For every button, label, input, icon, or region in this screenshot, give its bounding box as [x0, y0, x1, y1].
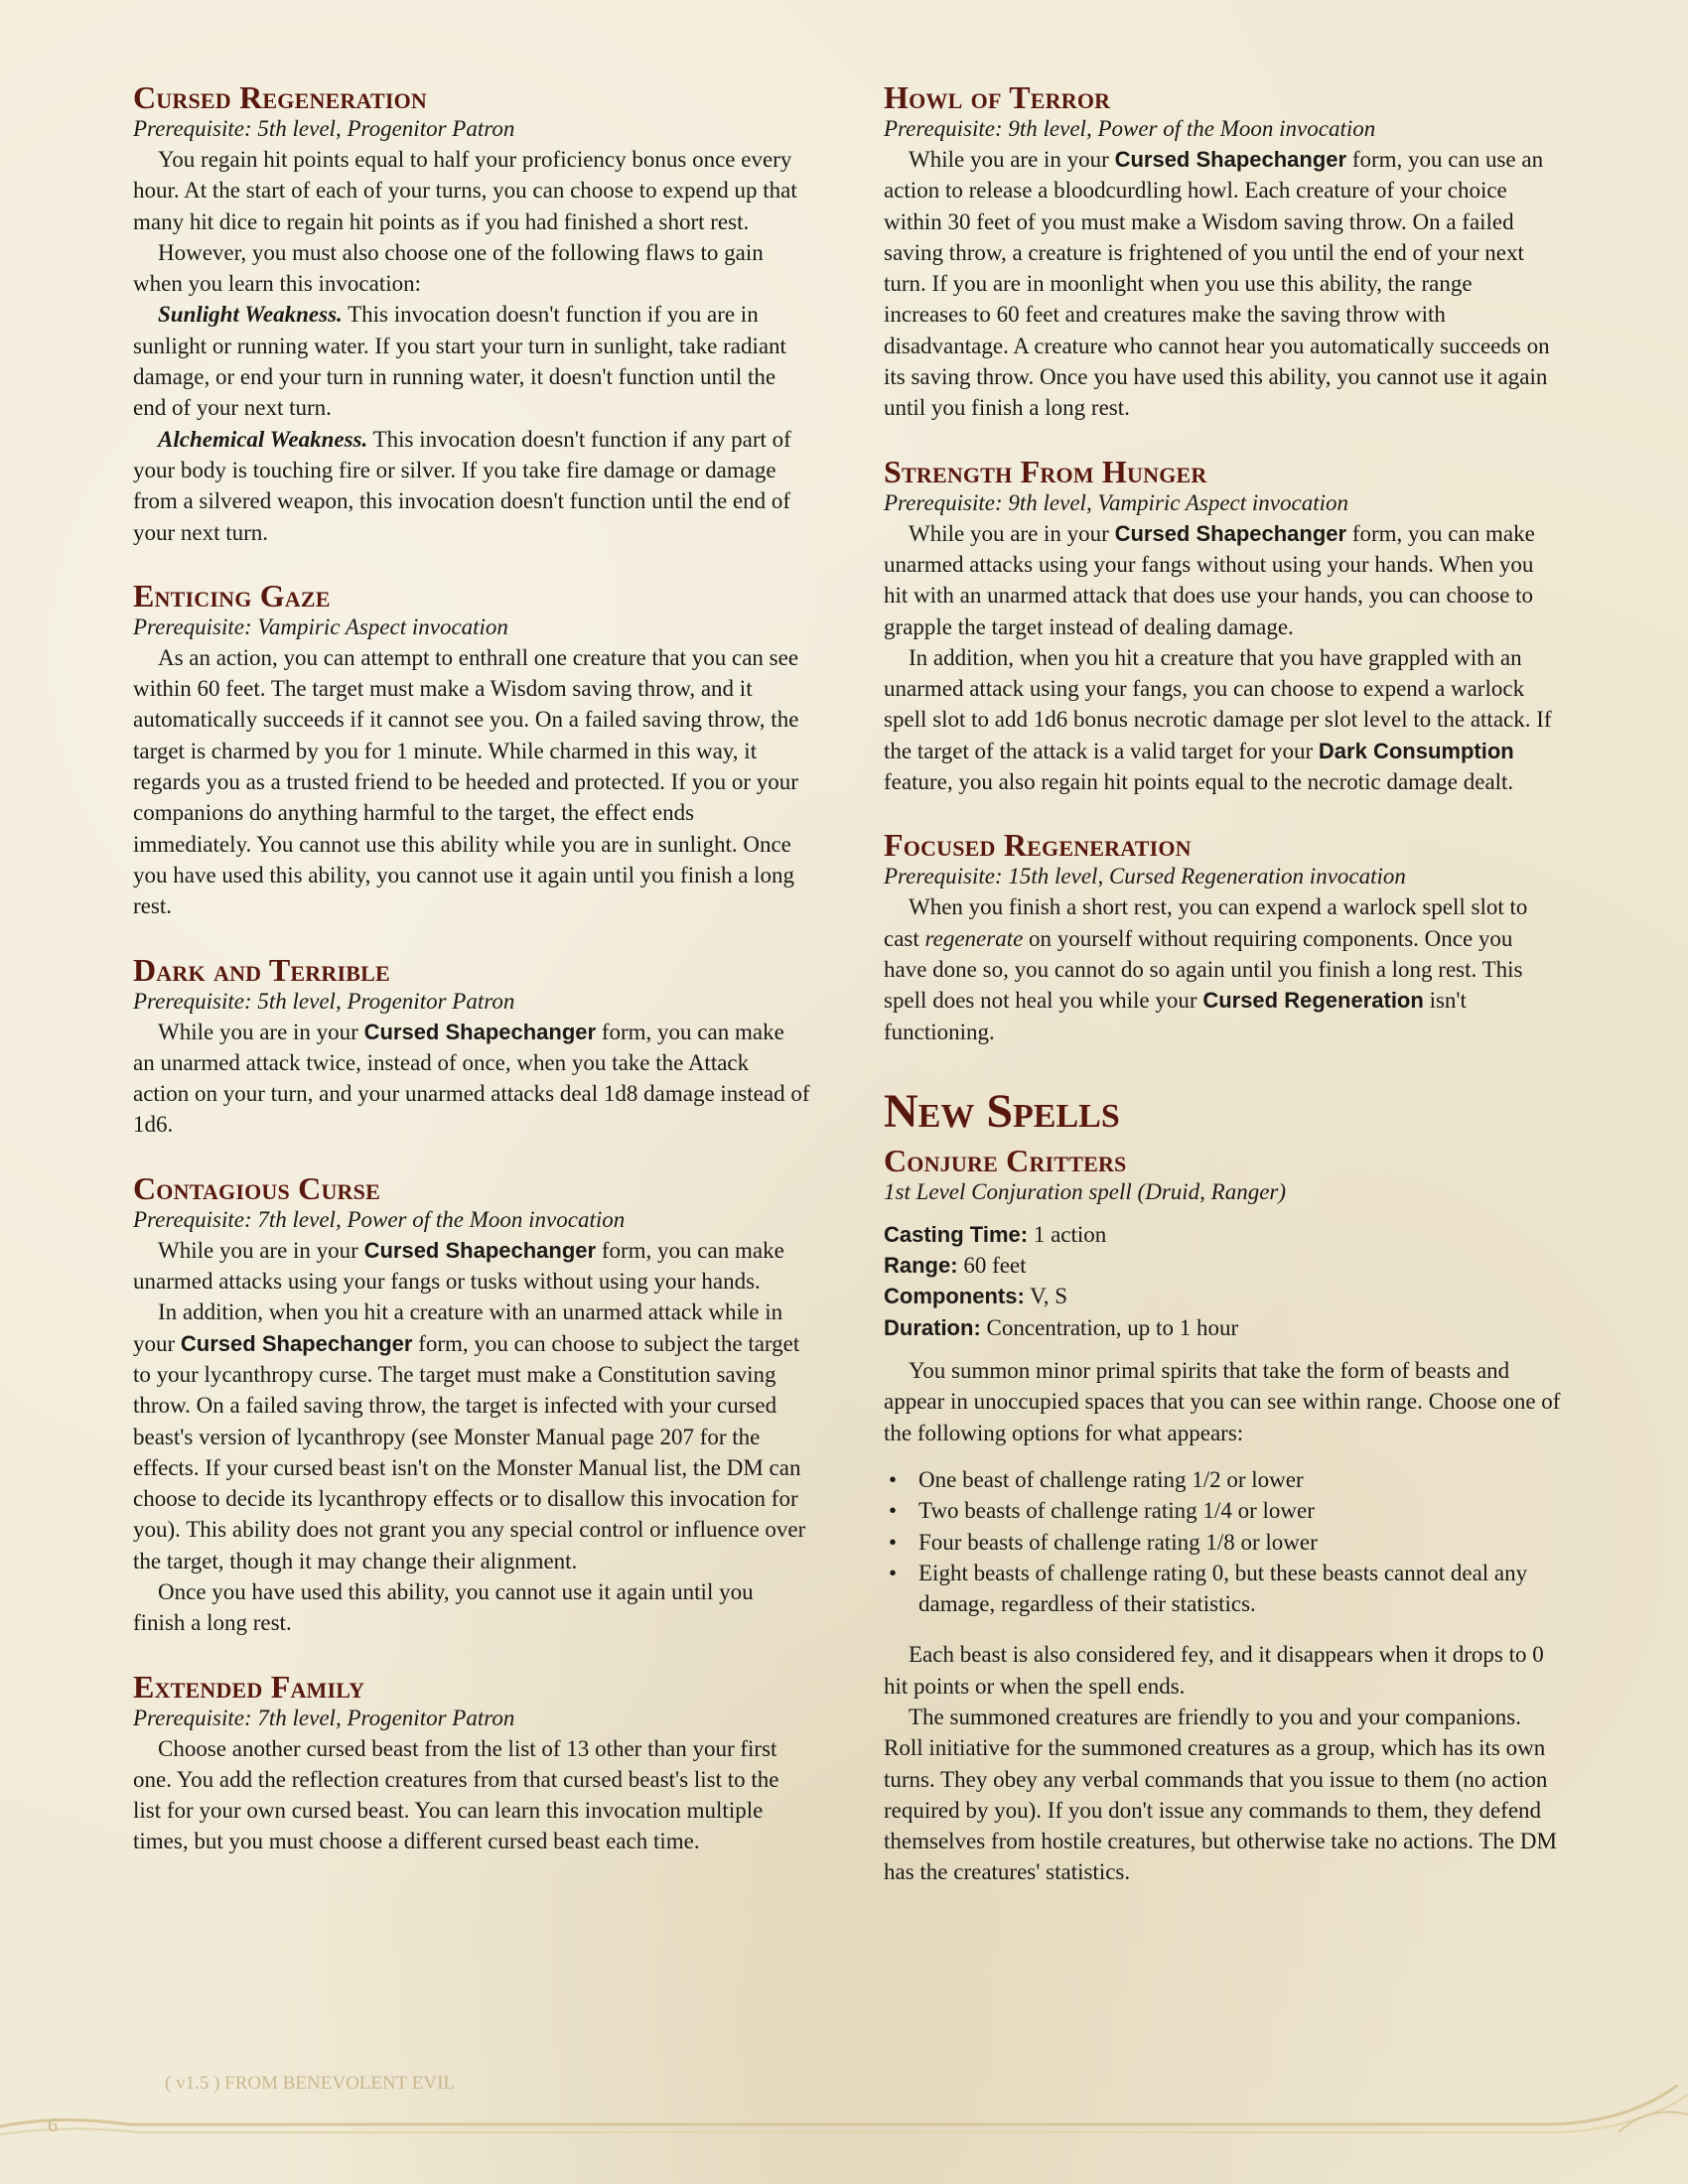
section-heading: Extended Family — [133, 1668, 365, 1705]
text-run: When you finish a short rest, you can expend a warlock spell slot to cast — [884, 894, 1528, 951]
howl-of-terror-section — [884, 79, 1561, 424]
contagious-curse-section — [133, 1170, 810, 1639]
text-run: While you are in your — [909, 147, 1115, 172]
paragraph: However, you must also choose one of the following flaws to gain when you learn this invocation: — [133, 239, 764, 297]
stat-value: 1 action — [1028, 1221, 1107, 1247]
page-number: 6 — [48, 2115, 58, 2136]
text-run: form, you can choose to subject the target to your lycanthropy curse. The target must make a Constitution saving throw. On a failed saving throw, the target is infected with your cursed beast's version of lycanthropy (see Monster Manual page 207 for the effects. If your cursed beast isn't on the Monster Manual list, the DM can choose to decide its lycanthropy effects or to disallow this invocation for you). This ability does not grant you any special control or influence over the target, though it may change their alignment. — [133, 1330, 806, 1573]
enticing-gaze-section — [133, 578, 810, 922]
paragraph — [884, 518, 1561, 642]
bold-term: Cursed Shapechanger — [180, 1330, 413, 1356]
options-list — [884, 1464, 1561, 1619]
text-run: While you are in your — [158, 1237, 364, 1263]
dark-and-terrible-section — [133, 952, 810, 1141]
duration-row — [884, 1312, 1561, 1343]
flaw-label: Alchemical Weakness. — [158, 426, 368, 452]
text-run: While you are in your — [158, 1019, 364, 1044]
casting-time-row — [884, 1219, 1561, 1250]
text-run: While you are in your — [909, 520, 1115, 546]
bold-term: Cursed Regeneration — [1202, 988, 1424, 1014]
stat-label: Range: — [884, 1253, 958, 1279]
section-heading: Strength From Hunger — [884, 453, 1207, 489]
section-heading: Dark and Terrible — [133, 951, 390, 988]
left-column — [133, 79, 810, 1887]
spell-heading: Conjure Critters — [884, 1142, 1127, 1178]
section-heading: Focused Regeneration — [884, 827, 1192, 864]
stat-value: V, S — [1024, 1284, 1068, 1309]
paragraph — [884, 642, 1561, 797]
conjure-critters-section — [884, 1143, 1561, 1888]
prerequisite: Prerequisite: 7th level, Power of the Moon invocation — [133, 1206, 626, 1232]
cursed-regeneration-section — [133, 79, 810, 548]
flaw-text: This invocation doesn't function if any part of your body is touching fire or silver. If you take fire damage or damage from a silvered weapon, this invocation doesn't function until the end of your next turn. — [133, 426, 791, 545]
section-heading: Contagious Curse — [133, 1169, 380, 1206]
range-row — [884, 1250, 1561, 1281]
paragraph: Once you have used this ability, you cannot use it again until you finish a long rest. — [133, 1578, 754, 1636]
paragraph — [884, 891, 1561, 1046]
section-heading: Cursed Regeneration — [133, 79, 427, 115]
paragraph: You summon minor primal spirits that take the form of beasts and appear in unoccupied spaces that you can see within range. Choose one of the following options for what appears: — [884, 1358, 1561, 1445]
paragraph — [133, 1297, 810, 1576]
paragraph: Choose another cursed beast from the list of 13 other than your first one. You add the reflection creatures from that cursed beast's list to the list for your own cursed beast. You can learn this invocation multiple times, but you must choose a different cursed beast each time. — [133, 1735, 779, 1854]
flaw-label: Sunlight Weakness. — [158, 302, 343, 328]
stat-label: Casting Time: — [884, 1221, 1029, 1247]
components-row — [884, 1281, 1561, 1311]
bold-term: Cursed Shapechanger — [1114, 147, 1347, 172]
bold-term: Cursed Shapechanger — [363, 1019, 597, 1044]
paragraph — [133, 1017, 810, 1141]
extended-family-section — [133, 1669, 810, 1857]
text-run: In addition, when you hit a creature with an unarmed attack while in your — [133, 1299, 783, 1356]
prerequisite: Prerequisite: 5th level, Progenitor Patron — [133, 116, 515, 141]
paragraph — [133, 424, 810, 548]
text-run: form, you can use an action to release a bloodcurdling howl. Each creature of your choice within 30 feet of you must make a Wisdom saving throw. On a failed saving throw, a creature is frightened of you until the end of your next turn. If you are in moonlight when you use this ability, the range increases to 60 feet and creatures make the saving throw with disadvantage. A creature who cannot hear you automatically succeeds on its saving throw. Once you have used this ability, you cannot use it again until you finish a long rest. — [884, 147, 1550, 421]
spell-name: regenerate — [924, 925, 1024, 951]
prerequisite: Prerequisite: 9th level, Vampiric Aspect invocation — [884, 489, 1348, 515]
paragraph: The summoned creatures are friendly to you and your companions. Roll initiative for the summoned creatures as a group, which has its own turns. They obey any verbal commands that you issue to them (no action required by you). If you don't issue any commands to them, they defend themselves from hostile creatures, but otherwise take no actions. The DM has the creatures' statistics. — [884, 1704, 1557, 1885]
paragraph: As an action, you can attempt to enthrall one creature that you can see within 60 feet. The target must make a Wisdom saving throw, and it automatically succeeds if it cannot see you. On a failed saving throw, the target is charmed by you for 1 minute. While charmed in this way, it regards you as a trusted friend to be heeded and protected. If you or your companions do anything harmful to the target, the effect ends immediately. You cannot use this ability while you are in sunlight. Once you have used this ability, you cannot use it again until you finish a long rest. — [133, 644, 799, 919]
prerequisite: Prerequisite: 9th level, Power of the Moon invocation — [884, 116, 1376, 141]
bold-term: Cursed Shapechanger — [363, 1237, 597, 1263]
spell-subtitle: 1st Level Conjuration spell (Druid, Ranger) — [884, 1178, 1287, 1204]
right-column — [884, 79, 1561, 1888]
paragraph — [884, 144, 1561, 424]
text-run: form, you can make an unarmed attack twice, instead of once, when you take the Attack action on your turn, and your unarmed attacks deal 1d8 damage instead of 1d6. — [133, 1019, 810, 1138]
footer-note: ( v1.5 ) FROM BENEVOLENT EVIL — [165, 2073, 456, 2094]
list-item: • Eight beasts of challenge rating 0, but these beasts cannot deal any damage, regardless of their statistics. — [918, 1558, 1561, 1620]
paragraph — [133, 299, 810, 423]
prerequisite: Prerequisite: Vampiric Aspect invocation — [133, 614, 508, 639]
prerequisite: Prerequisite: 15th level, Cursed Regeneration invocation — [884, 864, 1406, 889]
text-run: feature, you also regain hit points equal to the necrotic damage dealt. — [884, 769, 1514, 795]
prerequisite: Prerequisite: 5th level, Progenitor Patron — [133, 988, 515, 1014]
paragraph: Each beast is also considered fey, and it disappears when it drops to 0 hit points or when the spell ends. — [884, 1642, 1544, 1699]
stat-value: Concentration, up to 1 hour — [980, 1314, 1239, 1340]
text-run: on yourself without requiring components. Once you have done so, you cannot do so again until you finish a long rest. This spell does not heal you while your — [884, 925, 1523, 1014]
prerequisite: Prerequisite: 7th level, Progenitor Patron — [133, 1705, 515, 1730]
list-item: • Four beasts of challenge rating 1/8 or lower — [918, 1527, 1561, 1558]
flaw-text: This invocation doesn't function if you are in sunlight or running water. If you start your turn in sunlight, take radiant damage, or end your turn in running water, it doesn't function until the end of your next turn. — [133, 302, 786, 421]
bold-term: Cursed Shapechanger — [1114, 520, 1347, 546]
list-item: • One beast of challenge rating 1/2 or lower — [918, 1464, 1561, 1495]
list-item: • Two beasts of challenge rating 1/4 or lower — [918, 1495, 1561, 1526]
text-run: form, you can make unarmed attacks using your fangs or tusks without using your hands. — [133, 1237, 784, 1295]
paragraph: You regain hit points equal to half your proficiency bonus once every hour. At the start of each of your turns, you can choose to expend up that many hit dice to regain hit points as if you had finished a short rest. — [133, 147, 797, 234]
footer-ornament — [0, 2085, 1688, 2184]
focused-regeneration-section — [884, 827, 1561, 1046]
strength-from-hunger-section — [884, 454, 1561, 798]
chapter-heading: New Spells — [884, 1084, 1120, 1138]
text-run: isn't functioning. — [884, 988, 1467, 1044]
section-heading: Enticing Gaze — [133, 577, 331, 614]
text-run: form, you can make unarmed attacks using your fangs without using your hands. When you hit with an unarmed attack that does use your hands, you can choose to grapple the target instead of dealing damage. — [884, 520, 1535, 639]
paragraph — [133, 1235, 810, 1297]
stat-value: 60 feet — [957, 1253, 1027, 1279]
bold-term: Dark Consumption — [1318, 738, 1514, 763]
text-run: In addition, when you hit a creature that you have grappled with an unarmed attack using your fangs, you can choose to expend a warlock spell slot to add 1d6 bonus necrotic damage per slot level to the attack. If the target of the attack is a valid target for your — [884, 644, 1552, 763]
stat-label: Components: — [884, 1284, 1025, 1309]
section-heading: Howl of Terror — [884, 79, 1111, 115]
stat-label: Duration: — [884, 1314, 981, 1340]
